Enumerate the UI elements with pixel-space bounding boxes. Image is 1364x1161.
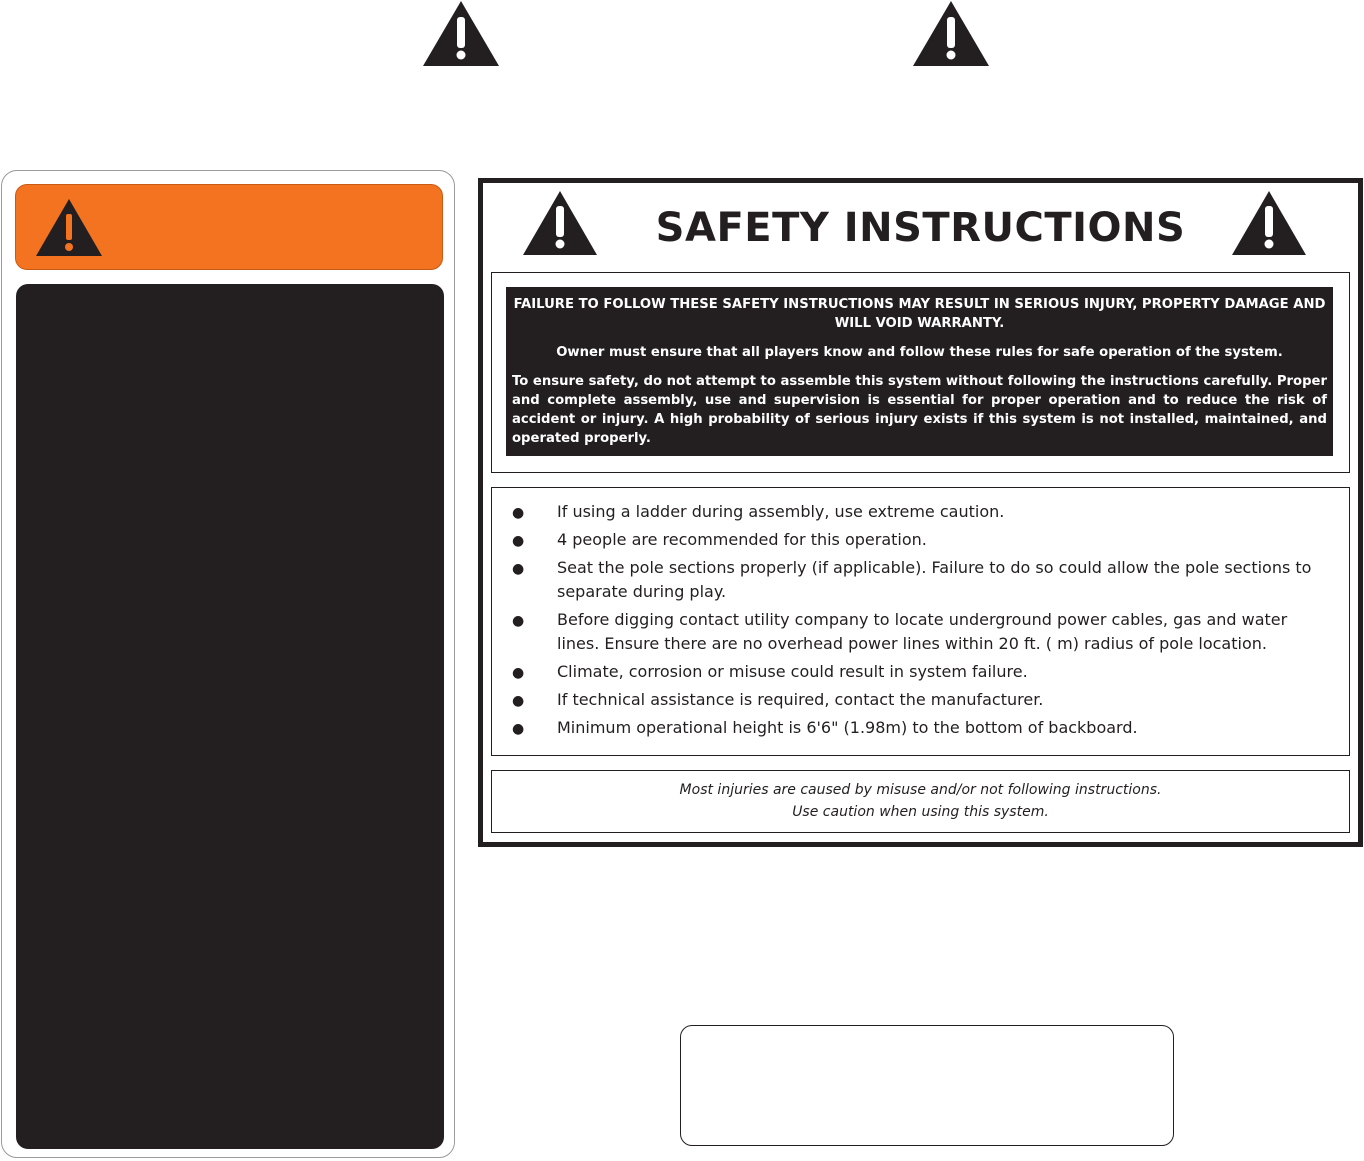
bullet-dot-icon: ● <box>512 533 525 549</box>
warning-text-block <box>506 287 1333 456</box>
warning-body-block <box>16 284 444 1149</box>
list-item <box>492 556 1349 604</box>
list-item <box>492 500 1349 524</box>
list-item-text: Seat the pole sections properly (if applicable). Failure to do so could allow the pole sections to separate during play. <box>557 558 1312 601</box>
list-item-text: If using a ladder during assembly, use extreme caution. <box>557 502 1005 521</box>
caution-note-line-1: Most injuries are caused by misuse and/or not following instructions. <box>679 782 1162 798</box>
warning-triangle-icon <box>913 1 989 66</box>
warning-text-box <box>491 272 1350 473</box>
caution-note-line-2: Use caution when using this system. <box>792 804 1049 820</box>
safety-instructions-label <box>478 178 1363 847</box>
list-item-text: Climate, corrosion or misuse could result in system failure. <box>557 662 1028 681</box>
list-item <box>492 608 1349 656</box>
warning-triangle-icon <box>1232 191 1306 255</box>
safety-rules-box <box>491 487 1350 756</box>
safety-title: SAFETY INSTRUCTIONS <box>655 205 1186 251</box>
bullet-dot-icon: ● <box>512 665 525 681</box>
safety-rules-list <box>492 488 1349 740</box>
warning-line-2: Owner must ensure that all players know and follow these rules for safe operation of the system. <box>556 345 1283 360</box>
list-item <box>492 660 1349 684</box>
warning-triangle-icon <box>36 199 102 256</box>
warning-label-panel <box>1 170 455 1158</box>
bullet-dot-icon: ● <box>512 613 525 629</box>
warning-triangle-icon <box>423 1 499 66</box>
bullet-dot-icon: ● <box>512 505 525 521</box>
bullet-dot-icon: ● <box>512 693 525 709</box>
warning-header-banner <box>15 184 443 270</box>
caution-note-box <box>491 770 1350 833</box>
list-item-text: Minimum operational height is 6'6" (1.98m) to the bottom of backboard. <box>557 718 1138 737</box>
list-item-text: 4 people are recommended for this operation. <box>557 530 927 549</box>
list-item-text: Before digging contact utility company to locate underground power cables, gas and water lines. Ensure there are no overhead power lines within 20 ft. ( m) radius of pole location. <box>557 610 1288 653</box>
list-item <box>492 688 1349 712</box>
list-item <box>492 716 1349 740</box>
list-item-text: If technical assistance is required, contact the manufacturer. <box>557 690 1044 709</box>
warning-line-3: To ensure safety, do not attempt to assemble this system without following the instructions carefully. Proper and complete assembly, use and supervision is essential for proper operation and to reduce the risk of accident or injury. A high probability of serious injury exists if this system is not installed, maintained, and operated properly. <box>512 374 1327 446</box>
warning-line-1: FAILURE TO FOLLOW THESE SAFETY INSTRUCTIONS MAY RESULT IN SERIOUS INJURY, PROPERTY DAMAGE AND WILL VOID WARRANTY. <box>513 297 1326 331</box>
bullet-dot-icon: ● <box>512 721 525 737</box>
bullet-dot-icon: ● <box>512 561 525 577</box>
blank-label-box <box>680 1025 1174 1146</box>
list-item <box>492 528 1349 552</box>
